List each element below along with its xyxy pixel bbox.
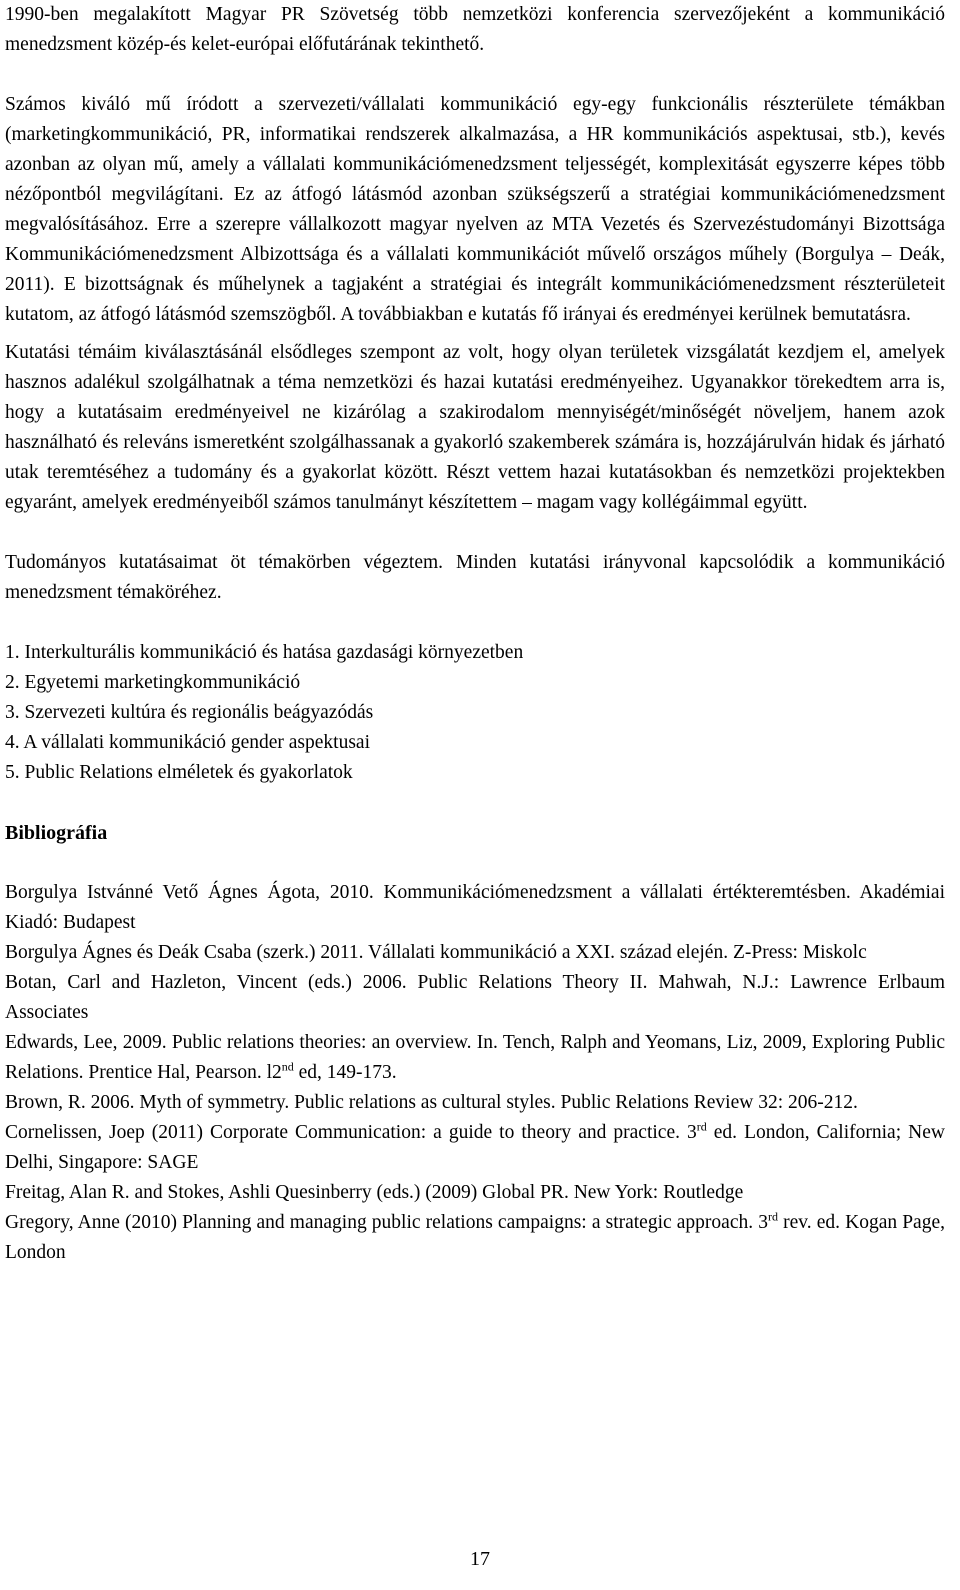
- reference-list: [5, 878, 945, 1268]
- list-item: 4. A vállalati kommunikáció gender aspektusai: [5, 732, 370, 753]
- reference-text: rev. ed. Kogan Page, London: [5, 1212, 945, 1263]
- list-item: 5. Public Relations elméletek és gyakorlatok: [5, 762, 353, 783]
- reference-text: Edwards, Lee, 2009. Public relations theories: an overview. In. Tench, Ralph and Yeomans, Liz, 2009, Exploring Public Relations. Prentice Hal, Pearson. l2: [5, 1032, 945, 1083]
- reference-text: Cornelissen, Joep (2011) Corporate Communication: a guide to theory and practice. 3: [5, 1122, 697, 1143]
- body-paragraph: [5, 90, 945, 330]
- reference-text: ed, 149-173.: [293, 1062, 397, 1083]
- reference-text: Gregory, Anne (2010) Planning and managing public relations campaigns: a strategic approach. 3: [5, 1212, 768, 1233]
- topic-list: [5, 638, 945, 788]
- superscript: nd: [281, 1059, 294, 1074]
- list-item: 2. Egyetemi marketingkommunikáció: [5, 672, 301, 693]
- page-number: 17: [470, 1548, 490, 1570]
- list-item: 1. Interkulturális kommunikáció és hatása gazdasági környezetben: [5, 642, 524, 663]
- intro-paragraph: 1990-ben megalakított Magyar PR Szövetség több nemzetközi konferencia szervezőjeként a kommunikáció menedzsment közép-és kelet-európai előfutárának tekinthető.: [5, 4, 945, 55]
- document-page: [5, 0, 945, 1268]
- body-paragraph: Tudományos kutatásaimat öt témakörben végeztem. Minden kutatási irányvonal kapcsolódik a kommunikáció menedzsment témaköréhez.: [5, 552, 945, 603]
- reference-item: [5, 1208, 945, 1268]
- list-item: 3. Szervezeti kultúra és regionális beágyazódás: [5, 702, 374, 723]
- superscript: rd: [696, 1119, 707, 1134]
- paragraph-text: Ez az átfogó látásmód azonban szükségszerű a stratégiai kommunikációmenedzsment megvalósításához. Erre a szerepre vállalkozott magyar nyelven az MTA Vezetés és Szervezéstudományi Bizottsága Kommunikációmenedzsment Albizottsága és a vállalati kommunikációt művelő országos műhely (Borgulya – Deák, 2011). E bizottságnak és műhelynek a tagjaként a stratégiai és integrált kommunikációmenedzsment részterületeit kutatom, az átfogó látásmód szemszögből. A továbbiakban e kutatás fő irányai és eredményei kerülnek bemutatásra.: [5, 184, 945, 325]
- body-paragraph: Kutatási témáim kiválasztásánál elsődleges szempont az volt, hogy olyan területek vizsgálatát kezdjem el, amelyek hasznos adalékul szolgálhatnak a téma nemzetközi és hazai kutatási eredményeihez. Ugyanakkor törekedtem arra is, hogy a kutatásaim eredményeivel ne kizárólag a szakirodalom mennyiségét/minőségét növeljem, hanem azok használható és releváns ismeretként szolgálhassanak a gyakorló szakemberek számára is, hozzájárulván hidak és járható utak teremtéséhez a tudomány és a gyakorlat között. Részt vettem hazai kutatásokban és nemzetközi projektekben egyaránt, amelyek eredményeiből számos tanulmányt készítettem – magam vagy kollégáimmal együtt.: [5, 342, 945, 513]
- reference-item: Brown, R. 2006. Myth of symmetry. Public relations as cultural styles. Public Relations Review 32: 206-212.: [5, 1092, 858, 1113]
- reference-text: ed. London, California; New Delhi, Singapore: SAGE: [5, 1122, 945, 1173]
- reference-item: [5, 1028, 945, 1088]
- superscript: rd: [767, 1209, 778, 1224]
- paragraph-text: Számos kiváló mű íródott a szervezeti/vállalati kommunikáció egy-egy funkcionális részterülete témákban (marketingkommunikáció, PR, informatikai rendszerek alkalmazása, a HR kommunikációs aspektusai, stb.), kevés azonban az olyan mű, amely a vállalati kommunikációmenedzsment teljességét, komplexitását egyszerre képes több nézőpontból megvilágítani.: [5, 94, 945, 205]
- reference-item: Botan, Carl and Hazleton, Vincent (eds.) 2006. Public Relations Theory II. Mahwah, N.J.: Lawrence Erlbaum Associates: [5, 972, 945, 1023]
- reference-item: [5, 1118, 945, 1178]
- reference-item: Borgulya Istvánné Vető Ágnes Ágota, 2010. Kommunikációmenedzsment a vállalati értékteremtésben. Akadémiai Kiadó: Budapest: [5, 882, 945, 933]
- reference-item: Freitag, Alan R. and Stokes, Ashli Quesinberry (eds.) (2009) Global PR. New York: Routledge: [5, 1182, 744, 1203]
- reference-item: Borgulya Ágnes és Deák Csaba (szerk.) 2011. Vállalati kommunikáció a XXI. század elején. Z-Press: Miskolc: [5, 942, 867, 963]
- bibliography-heading: Bibliográfia: [5, 822, 108, 844]
